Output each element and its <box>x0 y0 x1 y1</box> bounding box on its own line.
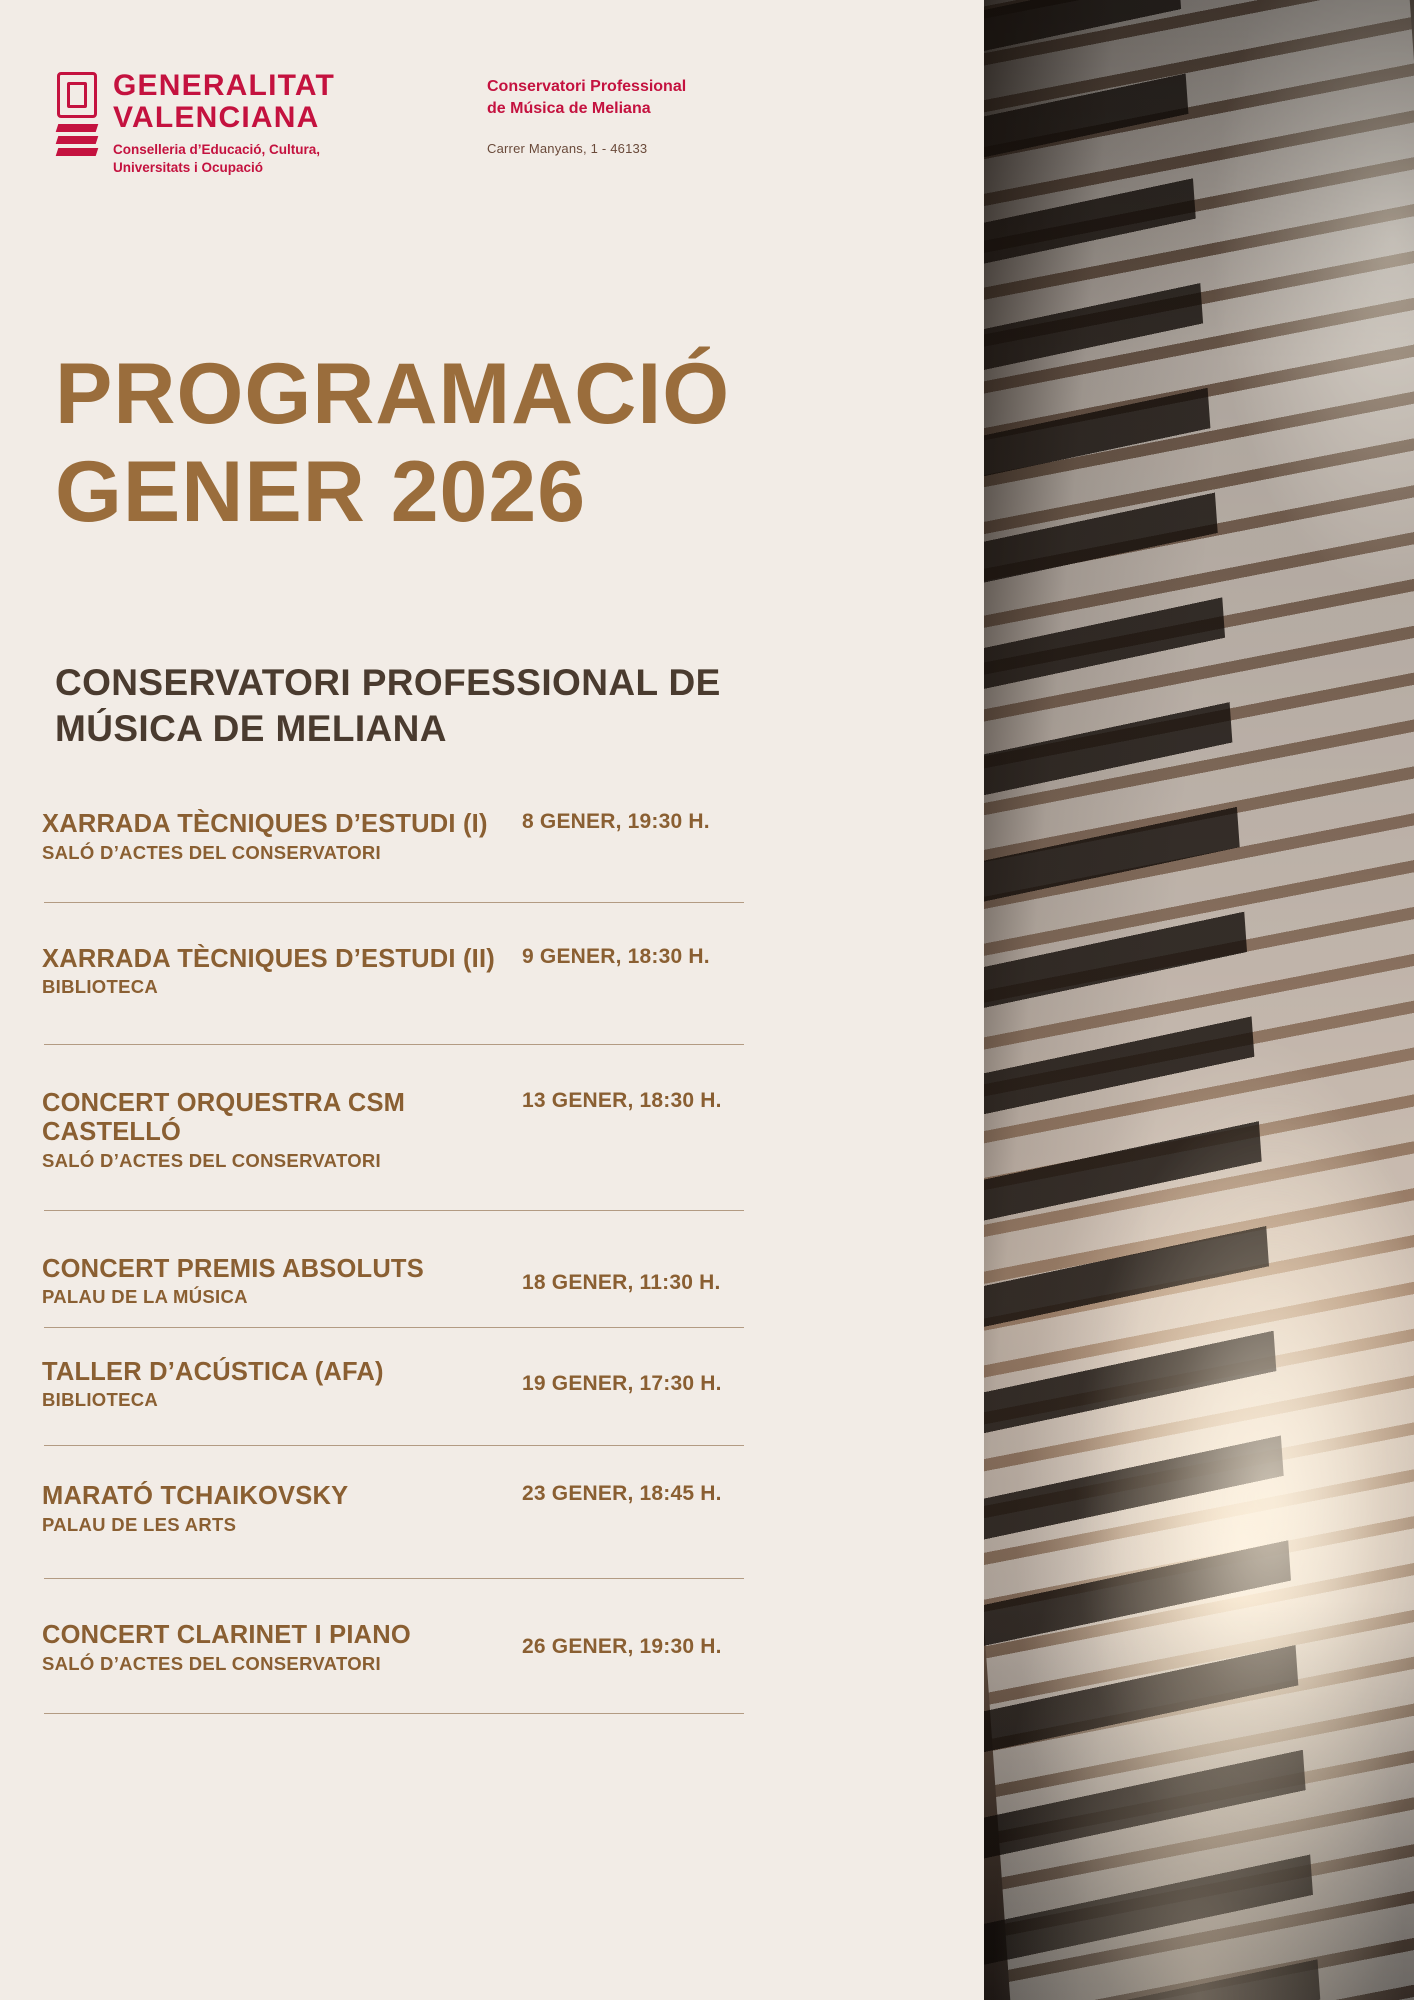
conservatory-line-1: Conservatori Professional <box>487 78 687 95</box>
event-divider <box>44 1713 744 1714</box>
event-venue: PALAU DE LA MÚSICA <box>42 1286 248 1308</box>
event-divider <box>44 1327 744 1328</box>
event-venue: SALÓ D’ACTES DEL CONSERVATORI <box>42 1149 381 1171</box>
event-venue: SALÓ D’ACTES DEL CONSERVATORI <box>42 841 381 863</box>
page-subtitle <box>55 660 955 752</box>
event-divider <box>44 1445 744 1446</box>
poster-header <box>55 70 686 177</box>
title-line-2: GENER 2026 <box>55 444 587 541</box>
logo-line-generalitat: GENERALITAT <box>113 69 336 102</box>
list-item <box>42 945 772 1045</box>
event-datetime: 9 GENER, 18:30 H. <box>522 944 710 968</box>
conservatory-line-2: de Música de Meliana <box>487 99 651 117</box>
subtitle-line-1: CONSERVATORI PROFESSIONAL DE <box>55 662 721 703</box>
page-title <box>55 345 935 541</box>
subtitle-line-2: MÚSICA DE MELIANA <box>55 707 447 749</box>
event-name: TALLER D’ACÚSTICA (AFA) <box>42 1357 384 1386</box>
event-divider <box>44 1044 744 1045</box>
event-divider <box>44 1578 744 1579</box>
event-datetime: 26 GENER, 19:30 H. <box>522 1635 722 1659</box>
event-datetime: 23 GENER, 18:45 H. <box>522 1482 722 1506</box>
conservatory-identity-block <box>487 70 686 156</box>
list-item <box>42 1621 772 1714</box>
list-item <box>42 810 772 903</box>
event-name: XARRADA TÈCNIQUES D’ESTUDI (I) <box>42 810 488 838</box>
generalitat-valenciana-wordmark <box>113 70 335 177</box>
event-name: CONCERT ORQUESTRA CSM CASTELLÓ <box>42 1088 406 1147</box>
event-divider <box>44 902 744 903</box>
event-venue: BIBLIOTECA <box>42 1389 159 1411</box>
event-datetime: 13 GENER, 18:30 H. <box>522 1088 722 1112</box>
list-item <box>42 1358 772 1447</box>
event-datetime: 19 GENER, 17:30 H. <box>522 1371 722 1395</box>
event-datetime: 8 GENER, 19:30 H. <box>522 810 710 833</box>
department-line-1: Conselleria d’Educació, Cultura, <box>113 142 321 157</box>
generalitat-valenciana-crown-icon <box>55 72 101 158</box>
list-item <box>42 1482 772 1579</box>
department-line-2: Universitats i Ocupació <box>113 160 264 176</box>
event-name: MARATÓ TCHAIKOVSKY <box>42 1482 349 1511</box>
event-venue: BIBLIOTECA <box>42 976 159 998</box>
event-venue: PALAU DE LES ARTS <box>42 1513 237 1535</box>
piano-keys-photo <box>984 0 1414 2000</box>
logo-line-valenciana: VALENCIANA <box>113 100 320 134</box>
conservatory-address: Carrer Manyans, 1 - 46133 <box>487 141 648 157</box>
events-list <box>42 810 772 1714</box>
event-name: XARRADA TÈCNIQUES D’ESTUDI (II) <box>42 944 495 973</box>
event-name: CONCERT CLARINET I PIANO <box>42 1621 411 1650</box>
generalitat-valenciana-logo-block <box>55 70 475 177</box>
list-item <box>42 1089 772 1211</box>
title-line-1: PROGRAMACIÓ <box>55 346 731 442</box>
event-datetime: 18 GENER, 11:30 H. <box>522 1270 721 1294</box>
list-item <box>42 1255 772 1328</box>
event-divider <box>44 1210 744 1211</box>
event-venue: SALÓ D’ACTES DEL CONSERVATORI <box>42 1652 381 1674</box>
event-name: CONCERT PREMIS ABSOLUTS <box>42 1254 424 1283</box>
